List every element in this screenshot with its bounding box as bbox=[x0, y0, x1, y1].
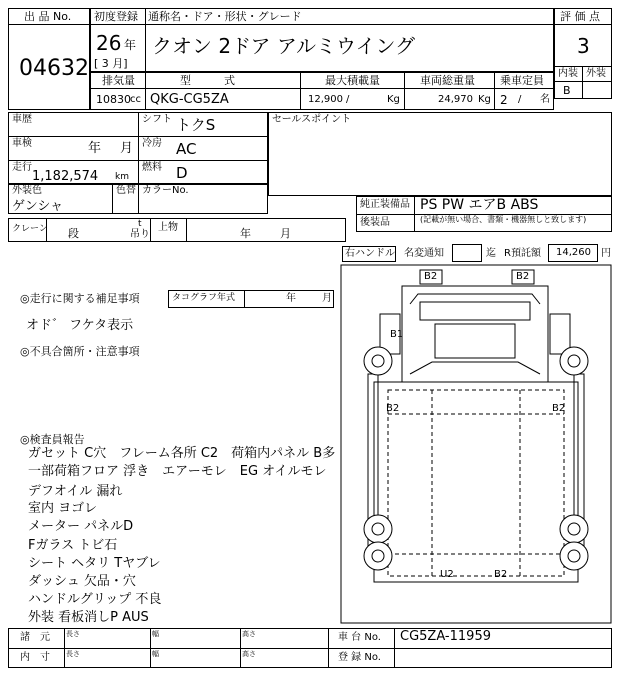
load-value: 12,900 bbox=[308, 94, 343, 105]
load-label: 最大積載量 bbox=[325, 74, 380, 87]
reg-label: 初度登録 bbox=[94, 10, 138, 23]
reg-year-unit: 年 bbox=[124, 38, 137, 52]
damage-mark: B2 bbox=[386, 403, 400, 414]
mileage-label: 走行 bbox=[12, 162, 32, 173]
cap-label: 乗車定員 bbox=[500, 74, 544, 87]
weight-value: 24,970 bbox=[438, 94, 473, 105]
r-unit: 円 bbox=[601, 248, 611, 259]
inspector-line: ダッシュ 欠品・穴 bbox=[28, 574, 136, 589]
load-slash: / bbox=[346, 94, 350, 105]
meter-box bbox=[452, 244, 482, 262]
crane-hoist: 吊り bbox=[130, 229, 150, 240]
cab-outline bbox=[380, 286, 570, 382]
fuel-value: D bbox=[176, 164, 188, 182]
chassis-label: 車 台 No. bbox=[338, 632, 381, 643]
sales-label: セールスポイント bbox=[272, 114, 352, 125]
interior-label: 内装 bbox=[558, 68, 578, 79]
after-equip-note: (記載が無い場合、書類・機器無しと致します) bbox=[420, 215, 587, 224]
color-no-label: カラーNo. bbox=[142, 185, 189, 196]
disp-value: 10830 bbox=[96, 93, 131, 106]
std-equip-label: 純正装備品 bbox=[360, 199, 410, 210]
lot-label: 出 品 No. bbox=[24, 10, 72, 23]
inspector-line: ハンドルグリップ 不良 bbox=[28, 592, 162, 607]
top-month: 月 bbox=[280, 227, 291, 240]
damage-mark: B1 bbox=[390, 329, 404, 340]
crane-t-unit: t bbox=[138, 219, 142, 229]
inspection-year: 年 bbox=[88, 141, 102, 156]
inspector-title: ◎検査員報告 bbox=[20, 433, 85, 446]
fuel-label: 燃料 bbox=[142, 162, 162, 173]
inspector-line: デフオイル 漏れ bbox=[28, 484, 123, 499]
tacho-year: 年 bbox=[286, 293, 296, 304]
car-name: クオン 2ドア アルミウイング bbox=[152, 34, 416, 58]
inspector-line: ガセット C穴 フレーム各所 C2 荷箱内パネル B多 bbox=[28, 446, 336, 461]
color-value: ゲンシャ bbox=[12, 199, 64, 214]
defect-title: ◎不具合箇所・注意事項 bbox=[20, 345, 140, 358]
tacho-label: タコグラフ年式 bbox=[172, 293, 236, 303]
damage-mark: U2 bbox=[440, 569, 454, 580]
grade-label: 評 価 点 bbox=[560, 10, 600, 23]
top-year: 年 bbox=[240, 227, 251, 240]
model-value: QKG-CG5ZA bbox=[150, 92, 229, 107]
inspector-line: メーター パネルD bbox=[28, 519, 134, 534]
reg-month: [ 3 月] bbox=[94, 57, 128, 70]
wheels bbox=[364, 347, 588, 570]
r-value: 14,260 bbox=[556, 247, 591, 258]
inspector-line: 一部荷箱フロア 浮き エアーモレ EG オイルモレ bbox=[28, 464, 327, 479]
load-unit: Kg bbox=[387, 94, 400, 105]
length-label: 長さ bbox=[66, 630, 80, 638]
exterior-label: 外装 bbox=[586, 68, 606, 79]
ac-value: AC bbox=[176, 140, 197, 158]
specs-label: 諸 元 bbox=[20, 632, 50, 643]
model-label: 型 式 bbox=[180, 74, 235, 87]
shift-label: シフト bbox=[142, 114, 172, 125]
length-label: 長さ bbox=[66, 650, 80, 658]
damage-mark: B2 bbox=[494, 569, 508, 580]
rhd-label: 右ハンドル bbox=[345, 248, 395, 259]
cap-unit: 名 bbox=[540, 94, 550, 105]
disp-unit: cc bbox=[130, 94, 141, 105]
cap-slash: / bbox=[518, 94, 522, 105]
damage-mark: B2 bbox=[424, 271, 438, 282]
reg-year: 26 bbox=[96, 31, 122, 55]
r-label: R預託額 bbox=[504, 248, 541, 259]
height-label: 高さ bbox=[242, 630, 256, 638]
width-label: 幅 bbox=[152, 630, 159, 638]
color-change-label: 色替 bbox=[116, 185, 136, 196]
top-label: 上物 bbox=[158, 222, 178, 233]
std-equip-value: PS PW エアB ABS bbox=[420, 197, 539, 213]
tacho-month: 月 bbox=[322, 293, 332, 304]
sync-label: 迄 bbox=[486, 248, 496, 259]
inspection-month: 月 bbox=[120, 141, 134, 156]
grade-value: 3 bbox=[577, 34, 590, 58]
crane-steps: 段 bbox=[68, 227, 79, 240]
weight-label: 車両総重量 bbox=[420, 74, 475, 87]
truck-diagram bbox=[340, 264, 612, 624]
name-label: 通称名・ドア・形状・グレード bbox=[148, 10, 302, 23]
inspector-line: シート ヘタリ Tヤブレ bbox=[28, 556, 161, 571]
inspection-label: 車検 bbox=[12, 138, 32, 149]
inspector-line: 室内 ヨゴレ bbox=[28, 501, 98, 516]
interior-grade: B bbox=[563, 84, 571, 97]
cargo-label: 内 寸 bbox=[20, 652, 50, 663]
inspector-line: 外装 看板消しP AUS bbox=[28, 610, 149, 625]
reg-no-label: 登 録 No. bbox=[338, 652, 381, 663]
shift-value: トクS bbox=[176, 116, 216, 134]
crane-label: クレーン bbox=[12, 224, 48, 234]
meter-label: 名変通知 bbox=[404, 248, 444, 259]
after-equip-label: 後装品 bbox=[360, 217, 390, 228]
mileage-value: 1,182,574 bbox=[32, 169, 99, 184]
lot-number: 04632 bbox=[19, 56, 89, 81]
history-label: 車歴 bbox=[12, 114, 32, 125]
inspector-line: Fガラス トビ石 bbox=[28, 538, 118, 553]
chassis-value: CG5ZA-11959 bbox=[400, 629, 491, 644]
cap-value: 2 bbox=[500, 93, 508, 107]
weight-unit: Kg bbox=[478, 94, 491, 105]
damage-mark: B2 bbox=[516, 271, 530, 282]
width-label: 幅 bbox=[152, 650, 159, 658]
damage-mark: B2 bbox=[552, 403, 566, 414]
disp-label: 排気量 bbox=[102, 74, 135, 87]
height-label: 高さ bbox=[242, 650, 256, 658]
run-text: オド゛ フケタ表示 bbox=[26, 318, 134, 333]
cargo-body bbox=[374, 382, 578, 582]
ac-label: 冷房 bbox=[142, 138, 162, 149]
run-title: ◎走行に関する補足事項 bbox=[20, 292, 140, 305]
color-label: 外装色 bbox=[12, 185, 42, 196]
mileage-unit: km bbox=[115, 172, 129, 182]
